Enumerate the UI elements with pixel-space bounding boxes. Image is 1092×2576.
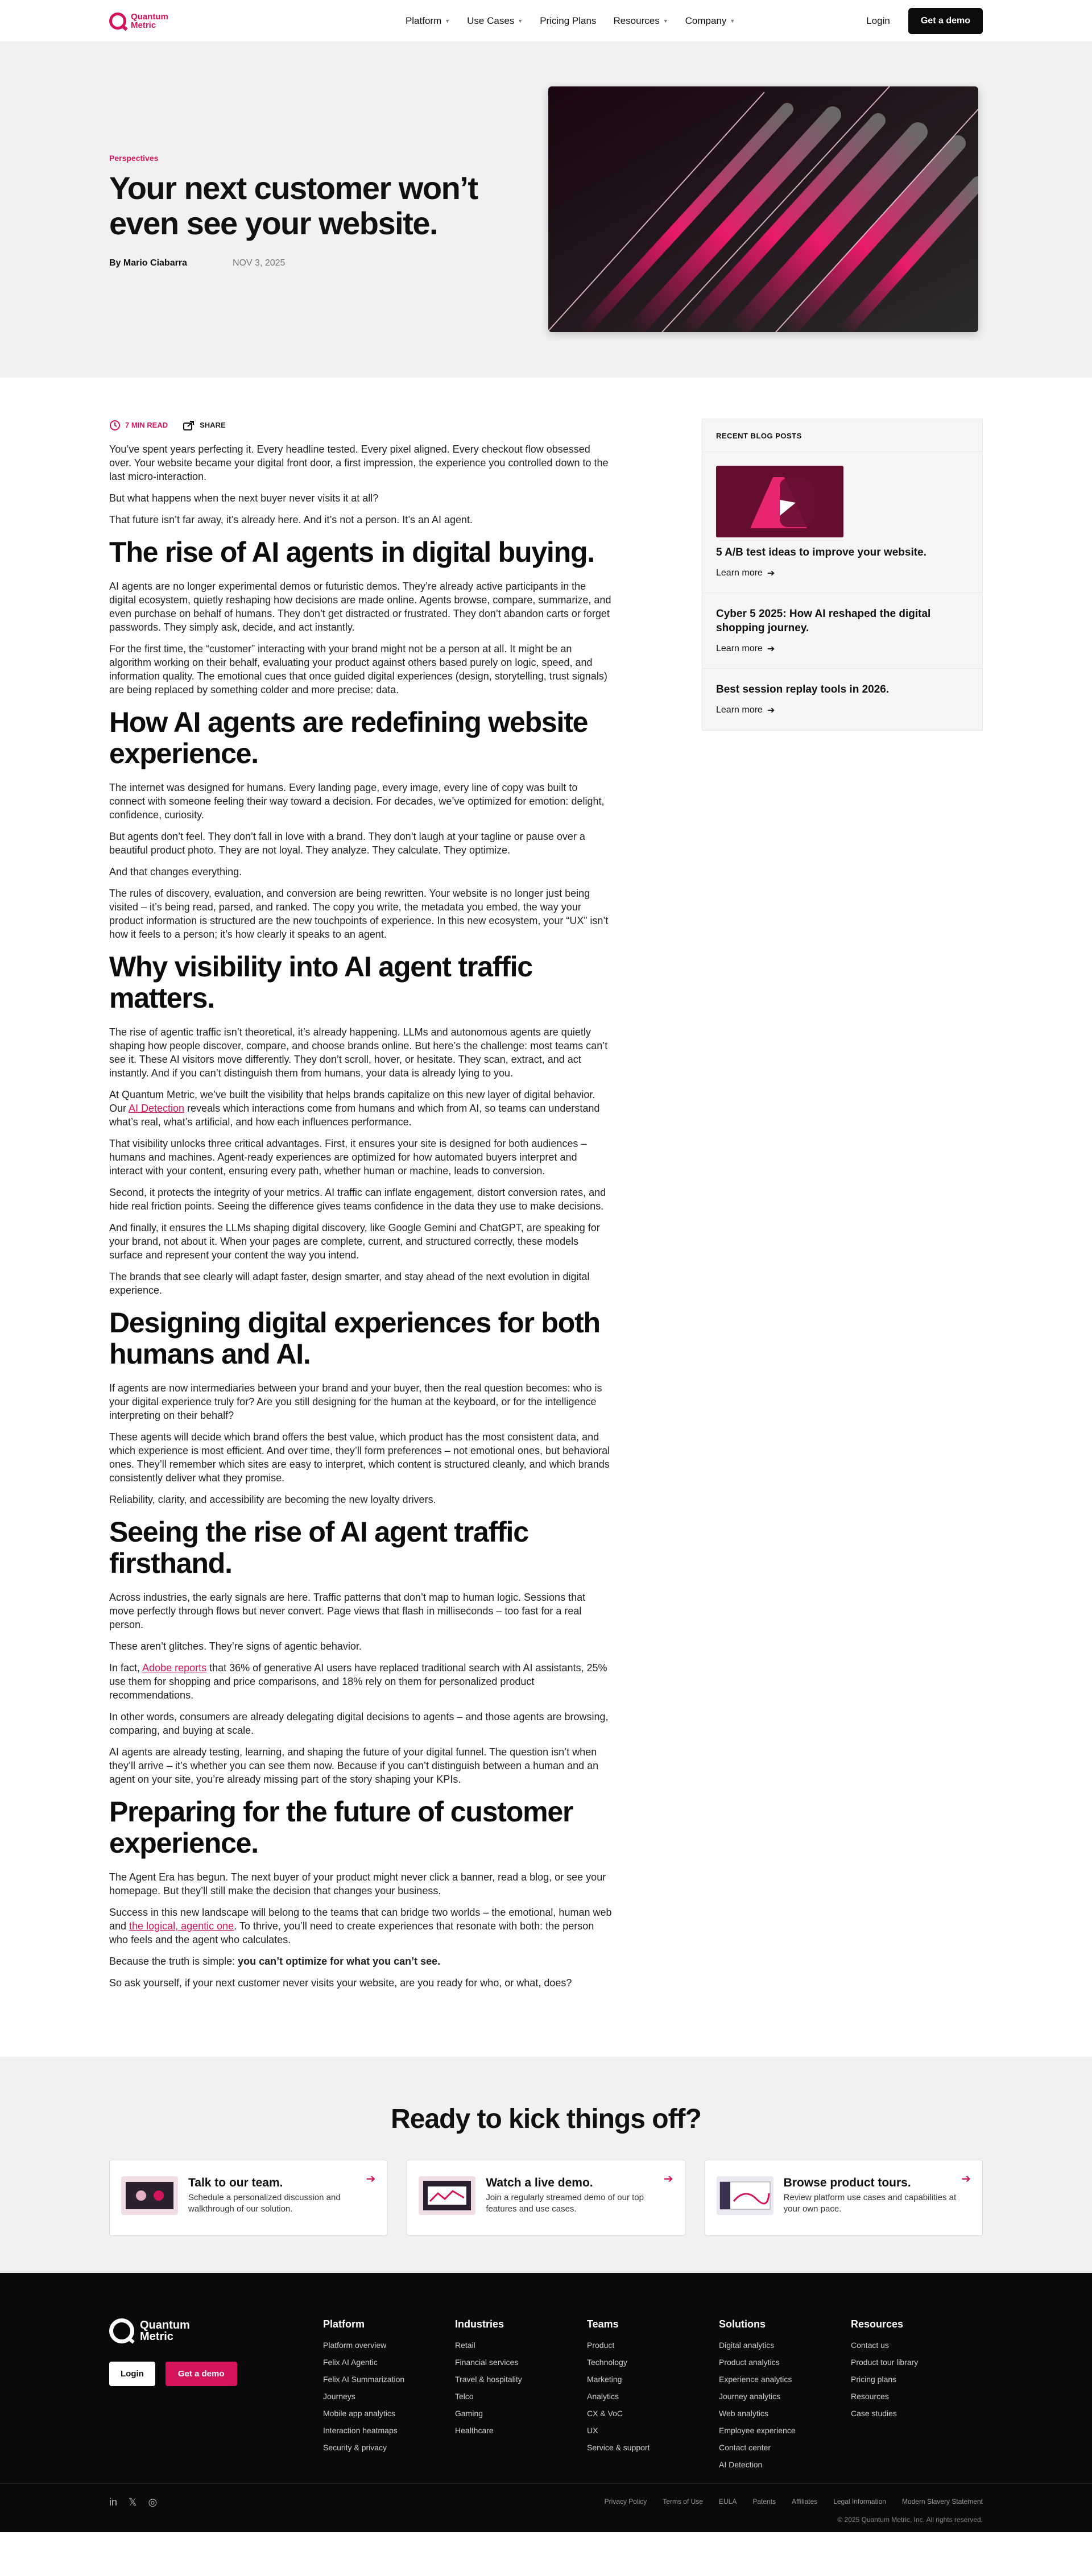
paragraph: The internet was designed for humans. Every landing page, every image, every line of copy was built to connect with someone feeling their way toward a decision. For decades, we’ve optimized for emotion: delight, confidence, curiosity. [109, 782, 605, 821]
cta-card-text [486, 2176, 673, 2219]
text: reveals which interactions come from humans and which from AI, so teams can understand what’s real, what’s artificial, and how each influences performance. [109, 1103, 600, 1128]
footer [0, 2273, 1092, 2532]
footer-link[interactable]: UX [587, 2426, 598, 2435]
paragraph: The rules of discovery, evaluation, and conversion are being rewritten. Your website is no longer just being visited – it’s being read, parsed, and ranked. The copy you write, the metadata you embed, the way your product information is structured are the new touchpoints of experience. In this new ecosystem, your “UX” isn’t how it feels to a person; it’s how clearly it speaks to an agent. [109, 888, 609, 940]
paragraph: And that changes everything. [109, 866, 242, 877]
logo-icon [109, 2318, 134, 2343]
logo-line2: Metric [131, 20, 156, 30]
article-meta [109, 419, 612, 432]
logo-text [131, 13, 168, 30]
cta-title: Ready to kick things off? [391, 2104, 701, 2134]
nav-use-cases[interactable] [467, 15, 523, 27]
footer-link[interactable]: Employee experience [719, 2426, 796, 2435]
paragraph: AI agents are no longer experimental demos or futuristic demos. They’re already active participants in the digital ecosystem, quietly reshaping how decisions are made online. Agents browse, compare, summarize, and even purchase on behalf of humans. They don’t get distracted or frustrated. They don’t abandon carts or forget passwords. They simply ask, decide, and act instantly. [109, 581, 611, 633]
cta-card-talk[interactable] [109, 2160, 387, 2236]
cta-card-desc: Join a regularly streamed demo of our top features and use cases. [486, 2193, 644, 2214]
paragraph: The rise of agentic traffic isn’t theoretical, it’s already happening. LLMs and autonomous agents are quietly shaping how people discover, compare, and choose brands online. But here’s the challenge: most teams can’t see it. These AI visitors move differently. They don’t scroll, hover, or hesitate. They scan, extract, and act instantly. And if you can’t distinguish them from humans, your data is already lying to you. [109, 1026, 608, 1079]
footer-link[interactable]: Journeys [323, 2392, 355, 2401]
footer-link[interactable]: Experience analytics [719, 2375, 792, 2384]
paragraph: Reliability, clarity, and accessibility are becoming the new loyalty drivers. [109, 1494, 436, 1505]
category-tag[interactable]: Perspectives [109, 154, 159, 163]
legal-link[interactable]: Terms of Use [663, 2498, 703, 2505]
share-label: SHARE [200, 421, 226, 429]
footer-brand [109, 2318, 323, 2477]
footer-link[interactable]: Contact center [719, 2443, 771, 2452]
footer-logo[interactable] [109, 2318, 323, 2343]
footer-link[interactable]: Telco [455, 2392, 474, 2401]
footer-link[interactable]: Product analytics [719, 2358, 780, 2367]
agentic-link[interactable]: the logical, agentic one [129, 1920, 234, 1932]
section-heading: The rise of AI agents in digital buying. [109, 536, 595, 568]
paragraph: That visibility unlocks three critical advantages. First, it ensures your site is designed for both audiences – humans and machines. Agent-ready experiences are optimized for how automated buyers interpret and interact with your content, ensuring every path, whether human or machine, leads to conversion. [109, 1138, 587, 1177]
get-demo-button[interactable]: Get a demo [908, 8, 983, 34]
text: Success in this new landscape will belong to the teams that can bridge two worlds – the emotional, human web and [109, 1907, 612, 1932]
cta-card-desc: Schedule a personalized discussion and walkthrough of our solution. [188, 2193, 341, 2214]
cta-card-tours[interactable] [705, 2160, 983, 2236]
arrow-right-icon: ➔ [961, 2173, 971, 2185]
instagram-icon[interactable]: ◎ [148, 2496, 158, 2508]
footer-link[interactable]: Technology [587, 2358, 627, 2367]
footer-link[interactable]: Digital analytics [719, 2341, 775, 2350]
cta-section [0, 2057, 1092, 2273]
footer-link[interactable]: CX & VoC [587, 2409, 623, 2418]
learn-more-label: Learn more [716, 644, 763, 653]
paragraph: But what happens when the next buyer never visits it at all? [109, 492, 379, 504]
social-links [109, 2496, 157, 2508]
learn-more-label: Learn more [716, 705, 763, 715]
post-title[interactable]: Best session replay tools in 2026. [716, 684, 890, 695]
paragraph: AI agents are already testing, learning, and shaping the future of your digital funnel. The question isn’t when they’ll arrive – it’s whether you can see them now. Because if you can’t distinguish between a human and an agent on your site, you’re already missing part of the story shaping your KPIs. [109, 1746, 599, 1785]
footer-link[interactable]: Product [587, 2341, 615, 2350]
article-body [109, 419, 612, 1998]
arrow-right-icon: ➔ [767, 569, 775, 578]
text: Because the truth is simple: [109, 1956, 238, 1967]
sidebar [702, 419, 983, 1998]
legal-links [605, 2498, 983, 2505]
paragraph: In other words, consumers are already delegating digital decisions to agents – and those agents are browsing, comparing, and buying at scale. [109, 1711, 609, 1736]
nav-platform-label: Platform [405, 15, 442, 26]
paragraph: The brands that see clearly will adapt faster, design smarter, and stay ahead of the next evolution in digital experience. [109, 1271, 590, 1296]
paragraph: These aren’t glitches. They’re signs of agentic behavior. [109, 1641, 362, 1652]
nav-pricing-label: Pricing Plans [540, 15, 597, 26]
learn-more-label: Learn more [716, 568, 763, 578]
paragraph: For the first time, the “customer” interacting with your brand might not be a person at all. It might be an algorithm working on their behalf, evaluating your product against others based purely on logic, speed, and information quality. The emotional cues that once guided digital experiences (design, storytelling, trust signals) are being replaced by something colder and more precise: data. [109, 643, 607, 695]
footer-link[interactable]: Healthcare [455, 2426, 494, 2435]
arrow-right-icon: ➔ [663, 2173, 673, 2185]
paragraph: These agents will decide which brand offers the best value, which product has the most consistent data, and which experience is most efficient. And over time, they’ll form preferences – not emotional ones, but behavioral ones. They’ll remember which sites are easy to interpret, which content is structured cleanly, and which brands consistently deliver what they promise. [109, 1431, 610, 1484]
footer-link[interactable]: Felix AI Summarization [323, 2375, 405, 2384]
paragraph: Across industries, the early signals are here. Traffic patterns that don’t map to human logic. Sessions that move perfectly through flows but never convert. Page views that flash in milliseconds – too fast for a real person. [109, 1592, 586, 1630]
paragraph: But agents don’t feel. They don’t fall in love with a brand. They don’t laugh at your tagline or pause over a beautiful product photo. They are not loyal. They analyze. They calculate. They optimize. [109, 831, 585, 856]
tours-thumbnail [717, 2176, 774, 2215]
footer-top [0, 2273, 1092, 2477]
emphasis: you can’t optimize for what you can’t see. [238, 1956, 441, 1967]
footer-link[interactable]: Web analytics [719, 2409, 768, 2418]
legal-link[interactable]: Modern Slavery Statement [901, 2498, 983, 2505]
footer-demo-button[interactable]: Get a demo [166, 2362, 237, 2386]
hero [0, 42, 1092, 378]
text: In fact, [109, 1662, 143, 1674]
nav-resources-label: Resources [613, 15, 660, 26]
footer-link[interactable]: Contact us [851, 2341, 889, 2350]
adobe-reports-link[interactable]: Adobe reports [142, 1662, 207, 1674]
cta-card-title: Talk to our team. [188, 2176, 283, 2189]
post-title[interactable]: 5 A/B test ideas to improve your website. [716, 546, 926, 558]
paragraph: So ask yourself, if your next customer never visits your website, are you ready for who, or what, does? [109, 1977, 572, 1989]
logo-line1: Quantum [131, 11, 168, 22]
paragraph: You’ve spent years perfecting it. Every headline tested. Every pixel aligned. Every checkout flow obsessed over. Your website became your digital front door, a first impression, the experience you controlled down to the last micro-interaction. [109, 444, 609, 482]
legal-link[interactable]: EULA [718, 2498, 737, 2505]
logo-line2: Metric [140, 2330, 173, 2343]
cta-card-text [188, 2176, 375, 2219]
nav-resources[interactable] [613, 15, 668, 27]
footer-link[interactable]: Journey analytics [719, 2392, 781, 2401]
footer-link[interactable]: Resources [851, 2392, 889, 2401]
ab-test-graphic [716, 466, 843, 537]
read-time [109, 419, 168, 432]
footer-link[interactable]: AI Detection [719, 2460, 763, 2469]
read-time-label: 7 MIN READ [125, 421, 168, 429]
arrow-right-icon: ➔ [767, 706, 775, 715]
footer-link[interactable]: Gaming [455, 2409, 483, 2418]
paragraph: If agents are now intermediaries between your brand and your buyer, then the real question becomes: who is your digital experience truly for? Are you still designing for the human at the keyboard, or for the intelligence interpreting on their behalf? [109, 1382, 602, 1421]
recent-post[interactable] [702, 669, 982, 730]
section-heading: Why visibility into AI agent traffic matters. [109, 951, 532, 1014]
nav-actions [866, 8, 983, 34]
footer-link[interactable]: Service & support [587, 2443, 650, 2452]
paragraph: And finally, it ensures the LLMs shaping digital discovery, like Google Gemini and ChatGPT, are speaking for your brand, not about it. When your pages are complete, current, and structured correctly, these models surface and represent your content the way you intend. [109, 1222, 600, 1261]
footer-column-heading: Teams [587, 2318, 619, 2330]
recent-posts [702, 419, 983, 731]
paragraph: That future isn’t far away, it’s already here. And it’s not a person. It’s an AI agent. [109, 514, 473, 525]
nav-platform[interactable] [406, 15, 450, 27]
footer-column [587, 2318, 719, 2477]
nav-use-cases-label: Use Cases [467, 15, 515, 26]
arrow-right-icon: ➔ [767, 644, 775, 654]
x-icon[interactable]: 𝕏 [129, 2496, 137, 2508]
footer-column [719, 2318, 851, 2477]
learn-more-link[interactable] [716, 643, 969, 655]
nav-pricing[interactable] [540, 15, 596, 27]
logo[interactable] [109, 13, 359, 30]
top-nav [0, 0, 1092, 42]
legal-link[interactable]: Affiliates [792, 2498, 818, 2505]
footer-link[interactable]: Financial services [455, 2358, 519, 2367]
chevron-down-icon: ▼ [663, 18, 668, 24]
legal-link[interactable]: Privacy Policy [604, 2498, 647, 2505]
post-title[interactable]: Cyber 5 2025: How AI reshaped the digital shopping journey. [716, 608, 931, 634]
logo-text [140, 2320, 190, 2342]
cta-cards [0, 2160, 1092, 2236]
footer-column-heading: Industries [455, 2318, 504, 2330]
footer-link[interactable]: Travel & hospitality [455, 2375, 522, 2384]
footer-link[interactable]: Retail [455, 2341, 475, 2350]
post-thumbnail[interactable] [716, 466, 843, 537]
learn-more-link[interactable] [716, 568, 969, 579]
recent-post[interactable] [702, 452, 982, 593]
footer-columns [323, 2318, 983, 2477]
share-icon [183, 420, 195, 431]
paragraph [109, 1954, 612, 1968]
text: . To thrive, you’ll need to create experiences that resonate with both: the person who feels and the agent who calculates. [109, 1920, 594, 1945]
cta-card-text [784, 2176, 971, 2219]
logo-icon [109, 13, 126, 30]
cta-card-desc: Review platform use cases and capabilities at your own pace. [783, 2193, 957, 2214]
footer-column-heading: Solutions [719, 2318, 766, 2330]
text: that 36% of generative AI users have replaced traditional search with AI assistants, 25% use them for shopping and price comparisons, and 18% rely on them for personalized product recommendations. [109, 1662, 607, 1701]
article-layout [0, 378, 1092, 1998]
nav-company[interactable] [685, 15, 735, 27]
hero-text [109, 86, 507, 378]
footer-column [851, 2318, 983, 2477]
section-heading: Seeing the rise of AI agent traffic firsthand. [109, 1516, 528, 1579]
footer-buttons [109, 2362, 323, 2386]
section-heading: Preparing for the future of customer experience. [109, 1796, 573, 1859]
chevron-down-icon: ▼ [730, 18, 735, 24]
chevron-down-icon: ▼ [445, 18, 450, 24]
section-heading: How AI agents are redefining website experience. [109, 706, 588, 769]
footer-link[interactable]: Platform overview [323, 2341, 387, 2350]
legal-link[interactable]: Patents [752, 2498, 776, 2505]
hero-stripes-graphic [548, 86, 978, 332]
footer-link[interactable]: Product tour library [851, 2358, 919, 2367]
footer-link[interactable]: Case studies [851, 2409, 897, 2418]
page-title: Your next customer won’t even see your website. [109, 170, 478, 241]
nav-company-label: Company [685, 15, 727, 26]
demo-thumbnail [419, 2176, 475, 2215]
footer-link[interactable]: Interaction heatmaps [323, 2426, 398, 2435]
footer-column [455, 2318, 587, 2477]
hero-image [548, 86, 978, 332]
footer-link[interactable]: Felix AI Agentic [323, 2358, 378, 2367]
footer-link[interactable]: Analytics [587, 2392, 619, 2401]
cta-card-demo[interactable] [407, 2160, 685, 2236]
section-heading: Designing digital experiences for both humans and AI. [109, 1307, 600, 1370]
footer-link[interactable]: Marketing [587, 2375, 622, 2384]
author: By Mario Ciabarra [109, 258, 187, 268]
cta-card-title: Browse product tours. [783, 2176, 911, 2189]
share-button[interactable] [183, 419, 226, 432]
talk-thumbnail [121, 2176, 178, 2215]
login-link[interactable]: Login [866, 15, 890, 26]
paragraph: The Agent Era has begun. The next buyer of your product might never click a banner, read a blog, or see your homepage. But they’ll still make the decision that changes your business. [109, 1871, 606, 1896]
learn-more-link[interactable] [716, 705, 969, 716]
main-menu [359, 15, 866, 27]
logo-line1: Quantum [140, 2319, 190, 2331]
paragraph [109, 1906, 612, 1947]
clock-icon [109, 420, 121, 431]
recent-posts-heading: RECENT BLOG POSTS [702, 419, 982, 452]
byline [109, 258, 507, 268]
paragraph [109, 1088, 612, 1129]
arrow-right-icon: ➔ [366, 2173, 376, 2185]
footer-bottom-bar [0, 2483, 1092, 2532]
footer-column-heading: Resources [851, 2318, 904, 2330]
text: At Quantum Metric, we’ve built the visibility that helps brands capitalize on this new layer of digital behavior. Our [109, 1089, 595, 1114]
paragraph: Second, it protects the integrity of your metrics. AI traffic can inflate engagement, distort conversion rates, and hide real friction points. Seeing the difference gives teams confidence in the data they use to make decisions. [109, 1187, 606, 1212]
cta-card-title: Watch a live demo. [486, 2176, 593, 2189]
footer-link[interactable]: Mobile app analytics [323, 2409, 395, 2418]
footer-link[interactable]: Security & privacy [323, 2443, 387, 2452]
recent-post[interactable] [702, 593, 982, 669]
publish-date: NOV 3, 2025 [232, 258, 286, 268]
footer-column-heading: Platform [323, 2318, 365, 2330]
linkedin-icon[interactable]: in [109, 2496, 118, 2508]
legal-link[interactable]: Legal Information [833, 2498, 886, 2505]
footer-column [323, 2318, 455, 2477]
footer-login-button[interactable]: Login [109, 2362, 155, 2386]
chevron-down-icon: ▼ [518, 18, 523, 24]
paragraph [109, 1661, 612, 1702]
footer-link[interactable]: Pricing plans [851, 2375, 897, 2384]
ai-detection-link[interactable]: AI Detection [129, 1103, 185, 1114]
copyright: © 2025 Quantum Metric, Inc. All rights reserved. [837, 2516, 983, 2524]
